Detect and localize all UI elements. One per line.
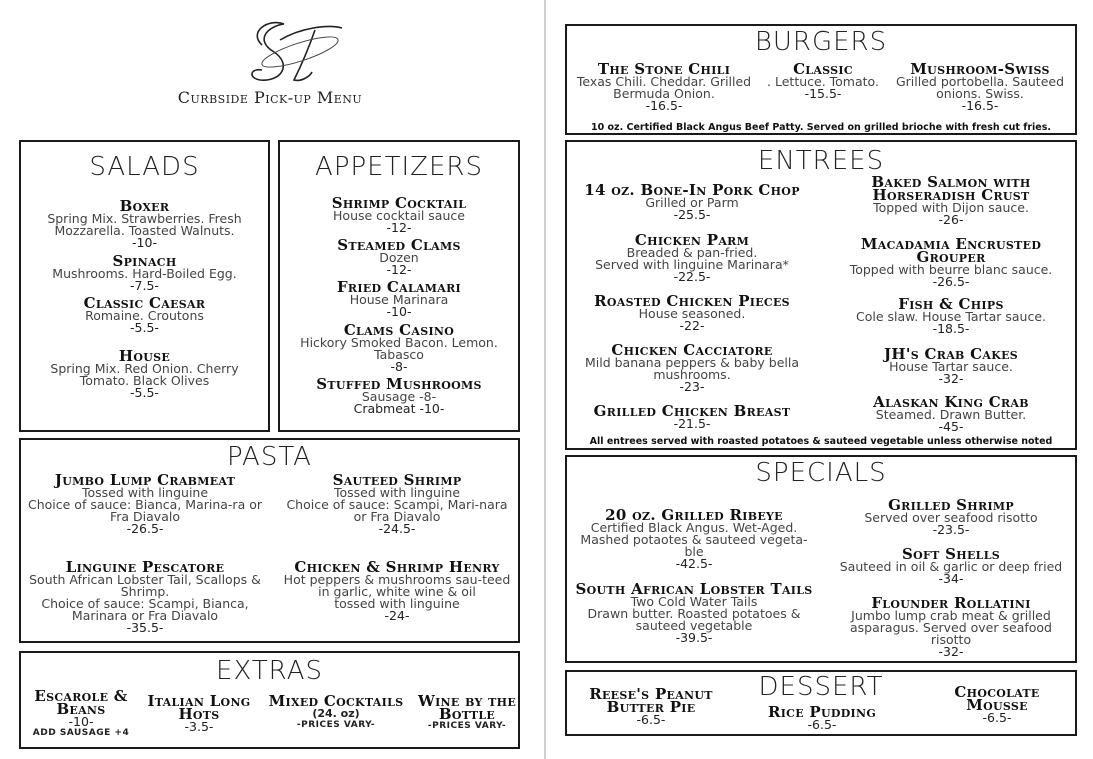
item-desc: Topped with beurre blanc sauce. [849, 262, 1053, 277]
item-price: -35.5- [126, 620, 164, 635]
burgers-panel [565, 24, 1077, 135]
menu-item [747, 703, 897, 732]
item-desc: Topped with Dijon sauce. [873, 200, 1029, 215]
item-desc: Grilled or Parm [645, 195, 739, 210]
menu-item [284, 375, 514, 416]
menu-item [284, 236, 514, 277]
item-price: -24- [384, 608, 410, 623]
item-name: Sauteed Shrimp [332, 471, 462, 489]
item-price: -10- [386, 304, 412, 319]
menu-item [569, 181, 815, 222]
dessert-title: DESSERT [758, 672, 884, 702]
item-price: -6.5- [982, 710, 1012, 725]
menu-item [569, 402, 815, 431]
menu-item [27, 347, 262, 400]
menu-item [25, 687, 137, 739]
menu-item [569, 506, 819, 571]
item-name: Roasted Chicken Pieces [594, 292, 790, 310]
item-desc: Served over seafood risotto [864, 510, 1038, 525]
menu-item [279, 558, 515, 623]
menu-item [284, 194, 514, 235]
burgers-note: 10 oz. Certified Black Angus Beef Patty. Served on grilled brioche with fresh cut fries. [591, 122, 1051, 133]
item-price: -21.5- [673, 416, 711, 431]
item-price: -45- [938, 419, 964, 434]
item-name: 20 oz. Grilled Ribeye [605, 506, 783, 524]
item-desc: Certified Black Angus. Wet-Aged. [590, 520, 798, 535]
item-note: -PRICES VARY- [296, 720, 376, 730]
item-desc: Served with linguine Marinara* [595, 257, 789, 272]
item-desc: Cole slaw. House Tartar sauce. [856, 309, 1046, 324]
item-desc: Mashed potaotes & sauteed vegeta-ble [580, 532, 808, 559]
extras-title: EXTRAS [216, 656, 323, 686]
menu-item [284, 321, 514, 374]
item-desc: House Tartar sauce. [889, 359, 1013, 374]
item-desc: Tossed with linguine [81, 485, 209, 500]
item-name: Classic Caesar [83, 294, 206, 312]
menu-item [569, 231, 815, 284]
item-desc: . Lettuce. Tomato. [767, 74, 879, 89]
item-desc: Romaine. Croutons [85, 308, 204, 323]
menu-item [763, 60, 883, 101]
item-price: -42.5- [675, 556, 713, 571]
item-name: Soft Shells [902, 545, 1000, 563]
menu-item [829, 594, 1073, 659]
item-name: South African Lobster Tails [575, 580, 813, 598]
item-desc: House seasoned. [638, 306, 746, 321]
item-price: -5.5- [130, 385, 159, 400]
item-price: -23- [679, 379, 705, 394]
menu-item [25, 471, 265, 536]
item-name: JH's Crab Cakes [883, 345, 1019, 363]
item-desc: Hickory Smoked Bacon. Lemon. Tabasco [300, 335, 498, 362]
item-desc: Mushrooms. Hard-Boiled Egg. [52, 266, 237, 281]
item-desc: Spring Mix. Strawberries. Fresh Mozzarella. Toasted Walnuts. [47, 211, 242, 238]
extras-panel [19, 651, 520, 749]
menu-item [829, 173, 1073, 227]
entrees-title: ENTREES [757, 146, 885, 176]
menu-item [947, 683, 1047, 725]
item-price: -34- [938, 571, 964, 586]
item-desc: Two Cold Water Tails [630, 594, 758, 609]
item-name: Grilled Chicken Breast [593, 402, 791, 420]
item-name: Linguine Pescatore [65, 558, 225, 576]
menu-item [27, 294, 262, 335]
item-desc: Spring Mix. Red Onion. Cherry Tomato. Black Olives [50, 361, 239, 388]
item-price: -23.5- [932, 522, 970, 537]
item-desc: Steamed. Drawn Butter. [875, 407, 1027, 422]
salads-panel [19, 140, 270, 432]
item-name: Rice Pudding [767, 703, 877, 721]
item-price: -6.5- [636, 712, 666, 727]
item-name: Grilled Shrimp [888, 496, 1014, 514]
item-name: Spinach [112, 252, 177, 270]
item-name: Jumbo Lump Crabmeat [54, 471, 236, 489]
item-desc: House cocktail sauce [333, 208, 465, 223]
item-name: Reese's Peanut Butter Pie [589, 685, 713, 716]
item-price: -26.5- [932, 274, 970, 289]
menu-item [829, 235, 1073, 289]
item-name: Wine by the Bottle [417, 692, 517, 723]
menu-header [150, 10, 450, 120]
item-price: -5.5- [130, 320, 159, 335]
item-name: Shrimp Cocktail [331, 194, 467, 212]
menu-item [261, 692, 411, 731]
item-name: Mushroom-Swiss [910, 60, 1050, 78]
menu-item [829, 545, 1073, 586]
item-price: -10- [132, 235, 157, 250]
item-price: -6.5- [807, 717, 837, 732]
item-name: Escarole & Beans [34, 687, 128, 718]
item-price: -25.5- [673, 207, 711, 222]
item-name: Stuffed Mushrooms [316, 375, 482, 393]
menu-item [829, 496, 1073, 537]
item-name: Fried Calamari [336, 278, 462, 296]
item-price: -22- [679, 318, 705, 333]
item-price: -7.5- [130, 278, 159, 293]
specials-title: SPECIALS [755, 458, 887, 488]
item-name: Italian Long Hots [147, 692, 251, 723]
item-price: -15.5- [804, 86, 842, 101]
item-price: -39.5- [675, 630, 713, 645]
item-desc: tossed with linguine [334, 596, 460, 611]
item-desc: Choice of sauce: Scampi, Bianca, Marinara or Fra Diavalo [41, 596, 249, 623]
item-name: Chicken Parm [634, 231, 750, 249]
entrees-note: All entrees served with roasted potatoes & sauteed vegetable unless otherwise noted [589, 436, 1053, 447]
item-price: -12- [386, 262, 412, 277]
item-desc: Choice of sauce: Scampi, Mari-nara or Fra Diavalo [286, 497, 508, 524]
entrees-panel [565, 140, 1077, 450]
item-desc: Drawn butter. Roasted potatoes & sauteed vegetable [587, 606, 801, 633]
menu-item [417, 692, 517, 732]
item-price: -16.5- [961, 98, 999, 113]
item-desc: Dozen [379, 250, 419, 265]
item-name: Mixed Cocktails [268, 692, 404, 710]
item-price: -8- [390, 359, 408, 374]
item-name: Chicken & Shrimp Henry [294, 558, 500, 576]
item-price: -18.5- [932, 321, 970, 336]
dessert-panel [565, 670, 1077, 736]
item-price: Crabmeat -10- [353, 401, 445, 416]
item-name: Steamed Clams [337, 236, 461, 254]
item-desc: South African Lobster Tail, Scallops & Shrimp. [29, 572, 261, 599]
item-price: -26.5- [126, 521, 164, 536]
menu-item [284, 278, 514, 319]
specials-panel [565, 455, 1077, 663]
item-name: Chicken Cacciatore [611, 341, 773, 359]
st-monogram-logo [150, 10, 450, 90]
item-name: Chocolate Mousse [954, 683, 1040, 714]
item-price: -22.5- [673, 269, 711, 284]
burgers-title: BURGERS [754, 27, 888, 57]
menu-item [895, 60, 1065, 113]
item-desc: Sauteed in oil & garlic or deep fried [839, 559, 1063, 574]
item-desc: Mild banana peppers & baby bella mushrooms. [584, 355, 800, 382]
appetizers-title: APPETIZERS [315, 152, 483, 182]
item-desc: House Marinara [349, 292, 449, 307]
item-desc: Choice of sauce: Bianca, Marina-ra or Fra Diavalo [28, 497, 262, 524]
item-price: -26- [938, 212, 964, 227]
menu-item [581, 685, 721, 727]
item-name: Flounder Rollatini [871, 594, 1031, 612]
menu-title: Curbside Pick-up Menu [177, 88, 363, 107]
salads-title: SALADS [89, 152, 200, 182]
item-name: Alaskan King Crab [873, 393, 1029, 411]
menu-item [143, 692, 255, 734]
item-desc: Grilled portobella. Sauteed onions. Swiss. [895, 74, 1065, 101]
menu-item [27, 197, 262, 250]
item-price: -10- [68, 714, 94, 729]
item-name: Clams Casino [343, 321, 455, 339]
item-name: Baked Salmon with Horseradish Crust [871, 173, 1031, 204]
item-desc: Hot peppers & mushrooms sau-teed in garlic, white wine & oil [283, 572, 511, 599]
item-desc: Breaded & pan-fried. [626, 245, 758, 260]
item-price: -32- [938, 371, 964, 386]
menu-item [829, 345, 1073, 386]
menu-item [569, 580, 819, 645]
item-price: -32- [938, 644, 964, 659]
menu-item [829, 393, 1073, 434]
menu-item [279, 471, 515, 536]
item-sub: (24. oz) [312, 707, 360, 720]
item-desc: Tossed with linguine [333, 485, 461, 500]
item-price: -3.5- [184, 719, 214, 734]
menu-item [569, 341, 815, 394]
item-name: Fish & Chips [898, 295, 1004, 313]
menu-item [25, 558, 265, 635]
pasta-panel [19, 438, 520, 643]
item-name: Classic [793, 60, 853, 78]
item-name: Macadamia Encrusted Grouper [860, 235, 1042, 266]
appetizers-panel [278, 140, 520, 432]
item-price: -16.5- [645, 98, 683, 113]
menu-item [27, 252, 262, 293]
menu-item [829, 295, 1073, 336]
item-name: 14 oz. Bone-In Pork Chop [584, 181, 800, 199]
item-price: -24.5- [378, 521, 416, 536]
item-name: House [118, 347, 171, 365]
page-fold-divider [544, 0, 546, 759]
item-desc: Sausage -8- [361, 389, 437, 404]
item-price: -12- [386, 220, 412, 235]
menu-item [569, 60, 759, 113]
menu-item [569, 292, 815, 333]
item-name: The Stone Chili [597, 60, 731, 78]
item-note: -PRICES VARY- [427, 721, 507, 731]
item-note: ADD SAUSAGE +4 [32, 728, 130, 738]
item-name: Boxer [119, 197, 170, 215]
item-desc: Texas Chili. Cheddar. Grilled Bermuda Onion. [576, 74, 752, 101]
pasta-title: PASTA [227, 442, 312, 472]
item-desc: Jumbo lump crab meat & grilled asparagus. Served over seafood risotto [850, 608, 1052, 647]
